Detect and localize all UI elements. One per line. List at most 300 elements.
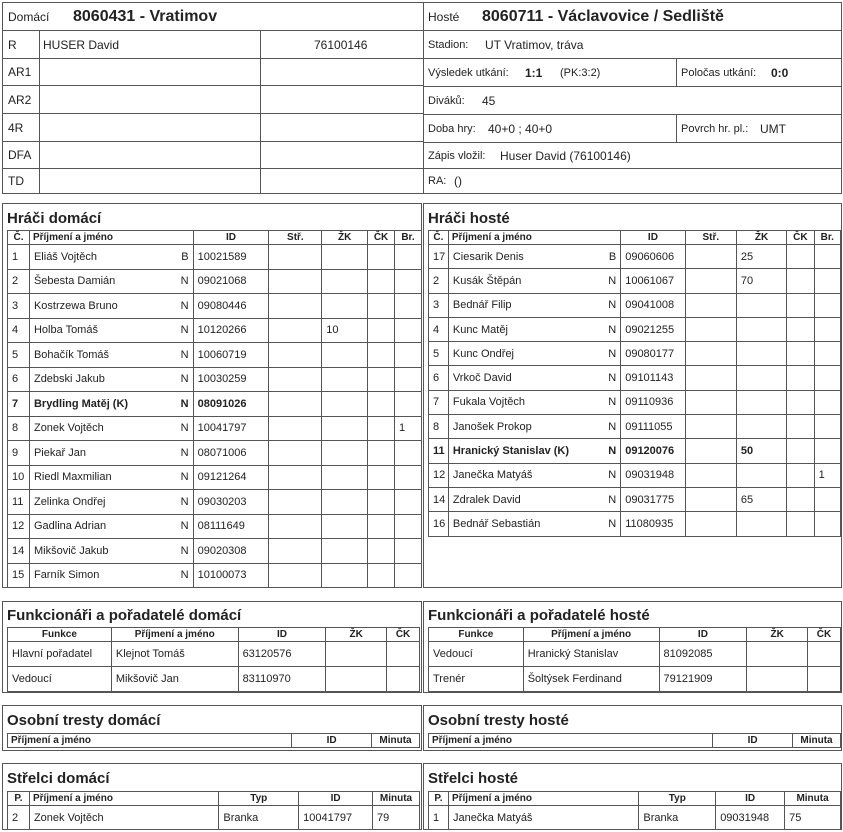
staff-name: Šoltýsek Ferdinand [523,667,659,692]
player-red-card [368,514,395,539]
staff-func: Trenér [429,667,524,692]
home-header [3,3,424,193]
staff-home-section [2,601,422,693]
player-name-cell [29,343,193,368]
player-flag: N [608,469,617,482]
staff-ck [808,642,841,667]
halftime-value: 0:0 [771,65,789,80]
players-away-section [423,203,842,588]
staff-id: 81092085 [659,642,747,667]
player-number: 1 [8,245,30,270]
official-row [3,169,423,193]
player-goals [269,416,322,441]
player-yellow-card [322,343,368,368]
player-yellow-card: 70 [736,269,786,293]
player-number: 2 [8,269,30,294]
player-row [8,294,422,319]
spectators-value: 45 [482,93,496,108]
player-name-cell [448,390,620,414]
player-goals [269,245,322,270]
player-yellow-card [322,539,368,564]
official-role: 4R [8,120,24,135]
divider [676,59,677,86]
player-name: Piekař Jan [33,446,86,459]
player-row [8,245,422,270]
player-red-card [368,539,395,564]
player-red-card [787,342,814,366]
player-name-cell [29,539,193,564]
player-row [429,415,841,439]
penalties-away-table [428,733,841,748]
player-name: Janošek Prokop [452,420,532,433]
entered-value: Huser David (76100146) [500,148,631,163]
player-red-card [787,487,814,511]
player-row [429,293,841,317]
player-name-cell [448,317,620,341]
home-team-label: Domácí [8,9,50,24]
official-row [3,86,423,114]
player-row [8,269,422,294]
column-header: ŽK [322,231,368,245]
player-id: 11080935 [621,512,685,536]
player-id: 09110936 [621,390,685,414]
player-yellow-card [322,514,368,539]
player-row [8,392,422,417]
scorers-away-section [423,763,842,830]
column-header: ID [713,734,793,748]
player-id: 09031948 [621,463,685,487]
divider [260,59,261,85]
player-row [429,463,841,487]
player-flag: N [608,299,617,312]
player-row [429,390,841,414]
column-header: Minuta [373,792,420,806]
column-header: Stř. [685,231,736,245]
player-name-cell [448,293,620,317]
player-flag: N [608,445,617,458]
staff-func: Hlavní pořadatel [8,642,112,667]
player-number: 15 [8,563,30,588]
stadium-row [424,31,841,59]
column-header: Typ [219,792,299,806]
official-role: DFA [8,148,32,162]
player-goalkeeper-goals: 1 [814,463,840,487]
player-yellow-card [736,415,786,439]
result-row [424,59,841,87]
divider [39,59,40,85]
player-id: 09030203 [193,490,269,515]
scorer-minute: 75 [785,806,841,830]
column-header: Minuta [785,792,841,806]
player-goals [685,269,736,293]
player-name: Farník Simon [33,569,100,582]
official-role: R [8,37,17,52]
column-header: P. [8,792,30,806]
column-header: Br. [814,231,840,245]
player-flag: N [608,274,617,287]
player-id: 10100073 [193,563,269,588]
player-goalkeeper-goals [395,318,422,343]
penalties-away-title: Osobní tresty hosté [428,712,569,729]
player-name-cell [448,342,620,366]
player-red-card [787,293,814,317]
player-name-cell [448,439,620,463]
player-name: Bohačík Tomáš [33,348,109,361]
player-goals [685,366,736,390]
spectators-label: Diváků: [428,94,465,107]
player-id: 09041008 [621,293,685,317]
divider [39,86,40,113]
player-name-cell [448,415,620,439]
player-id: 10061067 [621,269,685,293]
player-flag: B [608,250,617,263]
player-flag: B [181,250,189,263]
player-number: 6 [8,367,30,392]
scorer-row [429,806,841,830]
match-header [2,2,842,194]
player-number: 3 [8,294,30,319]
player-name: Janečka Matyáš [452,469,533,482]
staff-away-table [428,627,841,692]
official-role: AR2 [8,92,32,107]
staff-row [429,642,841,667]
column-header: ID [621,231,685,245]
player-row [429,366,841,390]
staff-home-table [7,627,420,692]
player-red-card [368,318,395,343]
staff-away-title: Funkcionáři a pořadatelé hosté [428,607,650,624]
entered-label: Zápis vložil: [428,149,486,162]
player-name: Bednář Filip [452,299,512,312]
player-goalkeeper-goals [814,366,840,390]
column-header: Br. [395,231,422,245]
player-flag: N [180,299,189,312]
player-flag: N [180,373,189,386]
staff-home-title: Funkcionáři a pořadatelé domácí [7,607,242,624]
scorers-home-table [7,791,420,830]
column-header: Příjmení a jméno [8,734,292,748]
scorer-p: 2 [8,806,30,830]
player-red-card [787,439,814,463]
player-name-cell [29,269,193,294]
player-flag: N [180,446,189,459]
player-name: Gadlina Adrian [33,520,107,533]
player-yellow-card [322,392,368,417]
player-name: Zdebski Jakub [33,373,105,386]
player-goalkeeper-goals [395,269,422,294]
player-red-card [787,463,814,487]
column-header: ID [193,231,269,245]
player-id: 09031775 [621,487,685,511]
player-name: Kusák Štěpán [452,274,522,287]
player-goalkeeper-goals [395,539,422,564]
staff-row [8,667,420,692]
player-id: 10021589 [193,245,269,270]
player-number: 7 [429,390,449,414]
player-number: 11 [8,490,30,515]
player-number: 16 [429,512,449,536]
player-goalkeeper-goals [814,342,840,366]
player-name: Fukala Vojtěch [452,396,526,409]
player-goalkeeper-goals [395,392,422,417]
column-header: ŽK [736,231,786,245]
column-header: ID [299,792,373,806]
scorers-away-title: Střelci hosté [428,770,519,787]
away-header [424,3,841,193]
column-header: ŽK [747,628,808,642]
column-header: Č. [429,231,449,245]
scorer-name: Zonek Vojtěch [29,806,218,830]
player-yellow-card [322,245,368,270]
column-header: Příjmení a jméno [29,792,218,806]
divider [39,31,40,58]
column-header: Minuta [372,734,420,748]
player-goals [685,245,736,269]
player-red-card [368,416,395,441]
player-row [8,416,422,441]
player-yellow-card [736,366,786,390]
player-id: 09020308 [193,539,269,564]
player-name-cell [448,269,620,293]
player-flag: N [180,324,189,337]
staff-name: Mikšovič Jan [111,667,238,692]
player-yellow-card [322,416,368,441]
player-goals [269,367,322,392]
away-team-row [424,3,841,31]
column-header: Č. [8,231,30,245]
divider [39,169,40,193]
column-header: Příjmení a jméno [29,231,193,245]
player-number: 4 [429,317,449,341]
player-red-card [787,317,814,341]
player-number: 12 [429,463,449,487]
player-red-card [368,392,395,417]
player-goals [269,563,322,588]
player-red-card [368,465,395,490]
player-red-card [368,490,395,515]
player-name-cell [29,318,193,343]
scorer-name: Janečka Matyáš [448,806,638,830]
players-away-title: Hráči hosté [428,210,510,227]
player-name-cell [29,441,193,466]
player-goalkeeper-goals [814,293,840,317]
player-name: Holba Tomáš [33,324,98,337]
player-flag: N [180,471,189,484]
player-goals [269,465,322,490]
player-id: 09121264 [193,465,269,490]
players-away-table [428,230,841,537]
player-flag: N [180,397,189,410]
player-name-cell [29,563,193,588]
player-yellow-card [322,490,368,515]
player-red-card [368,563,395,588]
staff-row [429,667,841,692]
player-goals [685,487,736,511]
player-number: 6 [429,366,449,390]
column-header: Příjmení a jméno [111,628,238,642]
player-goals [685,512,736,536]
player-name-cell [29,465,193,490]
player-flag: N [180,544,189,557]
player-goalkeeper-goals [814,487,840,511]
staff-func: Vedoucí [8,667,112,692]
player-name-cell [448,463,620,487]
player-goalkeeper-goals: 1 [395,416,422,441]
player-goals [269,269,322,294]
column-header: P. [429,792,449,806]
player-number: 8 [8,416,30,441]
staff-zk [326,642,387,667]
staff-row [8,642,420,667]
penalties-home-table [7,733,420,748]
player-goals [269,514,322,539]
player-goals [269,318,322,343]
player-goalkeeper-goals [395,245,422,270]
player-goalkeeper-goals [814,390,840,414]
player-name: Vrkoč David [452,372,512,385]
column-header: ŽK [326,628,387,642]
staff-id: 79121909 [659,667,747,692]
player-id: 09111055 [621,415,685,439]
player-name: Zdralek David [452,493,521,506]
player-row [8,318,422,343]
player-row [429,245,841,269]
scorers-home-section [2,763,422,830]
player-flag: N [608,420,617,433]
player-goalkeeper-goals [814,415,840,439]
official-id: 76100146 [314,37,368,52]
player-row [429,317,841,341]
staff-ck [387,667,420,692]
column-header: Příjmení a jméno [523,628,659,642]
result-label: Výsledek utkání: [428,66,509,79]
player-flag: N [608,493,617,506]
player-red-card [787,415,814,439]
surface-label: Povrch hr. pl.: [681,122,749,135]
player-row [8,490,422,515]
player-id: 08071006 [193,441,269,466]
player-name-cell [29,294,193,319]
result-value: 1:1 [525,65,543,80]
player-id: 09080446 [193,294,269,319]
column-header: Příjmení a jméno [429,734,713,748]
player-number: 7 [8,392,30,417]
player-yellow-card: 65 [736,487,786,511]
column-header: ID [238,628,326,642]
player-id: 09060606 [621,245,685,269]
scorer-type: Branka [219,806,299,830]
player-name: Bednář Sebastián [452,517,541,530]
staff-id: 63120576 [238,642,326,667]
player-id: 09021255 [621,317,685,341]
player-number: 3 [429,293,449,317]
official-name: HUSER David [43,37,120,52]
column-header: Minuta [793,734,841,748]
column-header: Příjmení a jméno [448,231,620,245]
player-name-cell [29,367,193,392]
player-yellow-card: 25 [736,245,786,269]
player-flag: N [180,275,189,288]
entered-row [424,143,841,169]
scorer-id: 10041797 [299,806,373,830]
player-goals [269,294,322,319]
player-id: 09120076 [621,439,685,463]
player-flag: N [608,396,617,409]
penalties-home-title: Osobní tresty domácí [7,712,161,729]
player-name: Ciesarik Denis [452,250,524,263]
home-team-row [3,3,423,31]
player-id: 09021068 [193,269,269,294]
player-id: 10120266 [193,318,269,343]
staff-zk [326,667,387,692]
player-id: 10030259 [193,367,269,392]
player-flag: N [608,347,617,360]
player-red-card [787,245,814,269]
scorer-p: 1 [429,806,449,830]
scorer-type: Branka [639,806,716,830]
column-header: ČK [387,628,420,642]
player-name-cell [29,416,193,441]
player-number: 9 [8,441,30,466]
player-number: 2 [429,269,449,293]
player-row [8,441,422,466]
divider [260,114,261,141]
official-row [3,114,423,142]
player-id: 09101143 [621,366,685,390]
player-yellow-card [736,463,786,487]
player-number: 14 [8,539,30,564]
player-flag: N [180,569,189,582]
staff-ck [808,667,841,692]
player-name: Zelinka Ondřej [33,495,106,508]
player-goalkeeper-goals [814,245,840,269]
player-goals [685,317,736,341]
scorers-away-table [428,791,841,830]
player-number: 4 [8,318,30,343]
scorer-minute: 79 [373,806,420,830]
column-header: ČK [808,628,841,642]
player-number: 5 [8,343,30,368]
player-yellow-card [736,293,786,317]
player-goalkeeper-goals [395,514,422,539]
players-home-section [2,203,422,588]
player-yellow-card [322,441,368,466]
player-row [429,439,841,463]
divider [39,142,40,168]
home-team-name: 8060431 - Vratimov [73,7,218,25]
column-header: ID [716,792,785,806]
player-yellow-card [322,367,368,392]
player-id: 10060719 [193,343,269,368]
player-goalkeeper-goals [814,317,840,341]
official-row [3,142,423,169]
column-header: Příjmení a jméno [448,792,638,806]
player-goalkeeper-goals [814,439,840,463]
player-flag: N [180,520,189,533]
player-yellow-card [322,563,368,588]
stadium-label: Stadion: [428,38,469,51]
divider [260,169,261,193]
player-goalkeeper-goals [395,465,422,490]
player-flag: N [180,348,189,361]
duration-label: Doba hry: [428,122,476,135]
divider [260,86,261,113]
players-home-table [7,230,422,588]
player-name: Riedl Maxmilian [33,471,112,484]
player-red-card [787,512,814,536]
column-header: ČK [368,231,395,245]
result-pk: (PK:3:2) [560,66,601,79]
